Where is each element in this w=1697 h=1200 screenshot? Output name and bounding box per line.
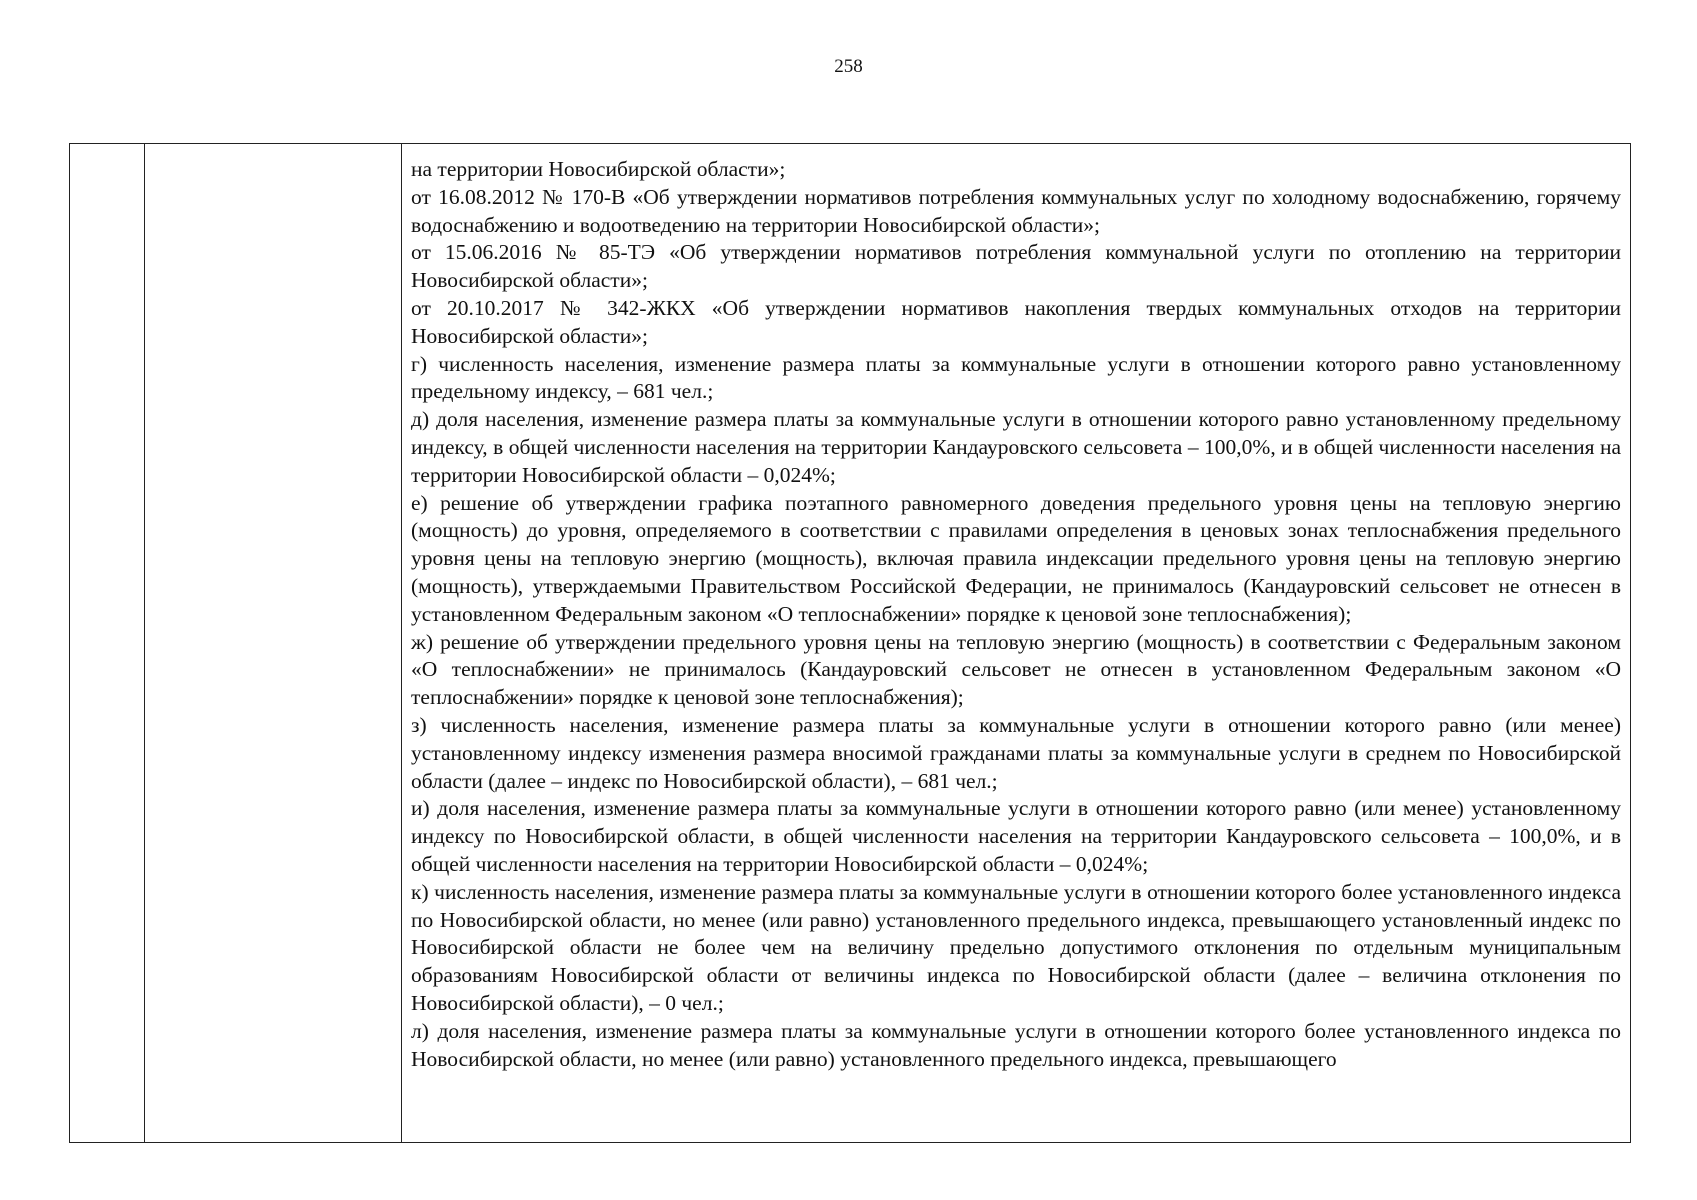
page-number: 258	[834, 56, 863, 77]
number-cell	[70, 144, 145, 1143]
paragraph: г) численность населения, изменение размера платы за коммунальные услуги в отношении которого равно установленному предельному индексу, – 681 чел.;	[411, 351, 1621, 404]
paragraph: л) доля населения, изменение размера платы за коммунальные услуги в отношении которого более установленного индекса по Новосибирской области, но менее (или равно) установленного предельного индекса, превышающего	[411, 1018, 1621, 1071]
content-cell	[402, 144, 1631, 1143]
paragraph: з) численность населения, изменение размера платы за коммунальные услуги в отношении которого равно (или менее) установленному индексу изменения размера вносимой гражданами платы за коммунальные услуги в среднем по Новосибирской области (далее – индекс по Новосибирской области), – 681 чел.;	[411, 712, 1621, 793]
paragraph: ж) решение об утверждении предельного уровня цены на тепловую энергию (мощность) в соответствии с Федеральным законом «О теплоснабжении» не принималось (Кандауровский сельсовет не отнесен в установленном Федеральным законом «О теплоснабжении» порядке к ценовой зоне теплоснабжения);	[411, 629, 1621, 710]
paragraph: к) численность населения, изменение размера платы за коммунальные услуги в отношении которого более установленного индекса по Новосибирской области, но менее (или равно) установленного предельного индекса, превышающего установленный индекс по Новосибирской области не более чем на величину предельно допустимого отклонения по отдельным муниципальным образованиям Новосибирской области от величины индекса по Новосибирской области (далее – величина отклонения по Новосибирской области), – 0 чел.;	[411, 879, 1621, 1015]
name-cell	[145, 144, 402, 1143]
paragraph: от 20.10.2017 № 342-ЖКХ «Об утверждении нормативов накопления твердых коммунальных отходов на территории Новосибирской области»;	[411, 295, 1621, 348]
document-table	[69, 143, 1631, 1143]
paragraph: на территории Новосибирской области»;	[411, 157, 786, 181]
paragraph: д) доля населения, изменение размера платы за коммунальные услуги в отношении которого равно установленному предельному индексу, в общей численности населения на территории Кандауровского сельсовета – 100,0%, и в общей численности населения на территории Новосибирской области – 0,024%;	[411, 407, 1621, 487]
paragraph: и) доля населения, изменение размера платы за коммунальные услуги в отношении которого равно (или менее) установленному индексу по Новосибирской области, в общей численности населения на территории Кандауровского сельсовета – 100,0%, и в общей численности населения на территории Новосибирской области – 0,024%;	[411, 796, 1621, 876]
content-text	[402, 144, 1630, 1073]
paragraph: е) решение об утверждении графика поэтапного равномерного доведения предельного уровня цены на тепловую энергию (мощность) до уровня, определяемого в соответствии с правилами определения в ценовых зонах теплоснабжения предельного уровня цены на тепловую энергию (мощность), включая правила индексации предельного уровня цены на тепловую энергию (мощность), утверждаемыми Правительством Российской Федерации, не принималось (Кандауровский сельсовет не отнесен в установленном Федеральным законом «О теплоснабжении» порядке к ценовой зоне теплоснабжения);	[411, 490, 1621, 626]
paragraph: от 15.06.2016 № 85-ТЭ «Об утверждении нормативов потребления коммунальной услуги по отоплению на территории Новосибирской области»;	[411, 240, 1621, 293]
table-row	[70, 144, 1631, 1143]
paragraph: от 16.08.2012 № 170-В «Об утверждении нормативов потребления коммунальных услуг по холодному водоснабжению, горячему водоснабжению и водоотведению на территории Новосибирской области»;	[411, 184, 1621, 237]
